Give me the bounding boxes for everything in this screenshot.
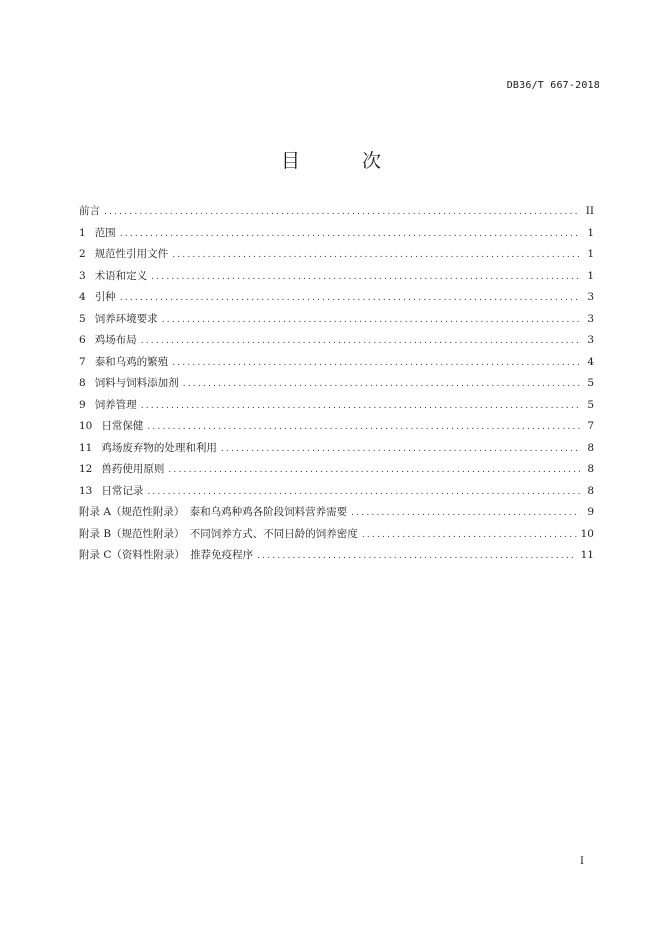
toc-entry-number: 6 [79, 334, 86, 346]
toc-entry-page: 5 [587, 398, 594, 411]
toc-entry[interactable] [79, 395, 594, 417]
toc-entry[interactable] [79, 309, 594, 331]
toc-entry[interactable] [79, 438, 594, 460]
toc-entry-label: 鸡场布局 [94, 334, 137, 346]
toc-leader-dots [162, 310, 580, 332]
toc-leader-dots [351, 503, 580, 525]
toc-entry-label: 饲养环境要求 [94, 312, 158, 325]
toc-list [79, 201, 594, 567]
toc-entry-page: II [585, 205, 594, 217]
toc-entry-page: 3 [587, 312, 594, 325]
toc-entry-label: 泰和乌鸡的繁殖 [94, 355, 169, 368]
toc-leader-dots [221, 439, 580, 461]
toc-entry-label: 术语和定义 [94, 269, 148, 282]
toc-entry-number: 10 [79, 420, 93, 432]
toc-entry-page: 4 [587, 355, 594, 368]
toc-entry-page: 3 [587, 334, 594, 346]
toc-entry-label: 引种 [94, 291, 116, 303]
toc-entry[interactable] [79, 416, 594, 438]
toc-entry[interactable] [79, 481, 594, 503]
toc-entry-number: 2 [79, 248, 86, 260]
toc-entry-page: 10 [580, 527, 594, 540]
page-number: I [580, 856, 584, 867]
toc-leader-dots [147, 417, 580, 439]
toc-leader-dots [104, 202, 580, 224]
toc-entry-page: 9 [587, 506, 594, 518]
toc-entry-number: 1 [79, 226, 86, 239]
document-code: DB36/T 667-2018 [506, 80, 600, 91]
toc-entry[interactable] [79, 352, 594, 374]
toc-entry-page: 3 [587, 291, 594, 303]
toc-entry-label: 饲料与饲料添加剂 [94, 377, 179, 389]
toc-entry-appendix-b[interactable] [79, 524, 594, 546]
toc-entry-appendix-a[interactable] [79, 502, 594, 524]
toc-entry-label: 鸡场废弃物的处理和利用 [101, 441, 217, 454]
toc-entry[interactable] [79, 201, 594, 223]
toc-entry-page: 7 [587, 420, 594, 432]
toc-entry-appendix-c[interactable] [79, 545, 594, 567]
toc-entry-page: 5 [587, 377, 594, 389]
toc-entry-page: 1 [587, 226, 594, 239]
toc-entry-label: 日常记录 [101, 484, 144, 497]
toc-leader-dots [362, 525, 577, 547]
toc-entry-page: 1 [587, 248, 594, 260]
toc-leader-dots [183, 374, 580, 396]
toc-entry-number: 4 [79, 291, 86, 303]
toc-leader-dots [120, 224, 580, 246]
toc-entry-number: 13 [79, 484, 93, 497]
toc-entry-label: 范围 [94, 226, 116, 239]
toc-entry[interactable] [79, 459, 594, 481]
toc-leader-dots [172, 245, 580, 267]
toc-entry-label: 日常保健 [101, 420, 144, 432]
toc-leader-dots [120, 288, 580, 310]
toc-entry-page: 11 [580, 549, 594, 561]
toc-entry-page: 1 [587, 269, 594, 282]
toc-entry-label: 规范性引用文件 [94, 248, 169, 260]
toc-leader-dots [141, 396, 580, 418]
toc-entry-number: 5 [79, 312, 86, 325]
toc-entry-label: 饲养管理 [94, 398, 137, 411]
toc-entry-number: 12 [79, 463, 93, 475]
toc-leader-dots [168, 460, 580, 482]
toc-leader-dots [141, 331, 580, 353]
toc-entry-label: 兽药使用原则 [101, 463, 165, 475]
toc-leader-dots [147, 482, 580, 504]
toc-entry-label: 附录 B（规范性附录） 不同饲养方式、不同日龄的饲养密度 [79, 527, 358, 540]
toc-entry-page: 8 [587, 441, 594, 454]
toc-entry[interactable] [79, 330, 594, 352]
toc-entry-page: 8 [587, 463, 594, 475]
toc-title: 目 次 [280, 150, 410, 172]
toc-entry-label: 前言 [79, 205, 100, 217]
toc-leader-dots [151, 267, 580, 289]
toc-entry[interactable] [79, 373, 594, 395]
toc-entry-label: 附录 C（资料性附录） 推荐免疫程序 [79, 549, 254, 561]
toc-entry-number: 7 [79, 355, 86, 368]
toc-entry[interactable] [79, 266, 594, 288]
toc-entry-number: 8 [79, 377, 86, 389]
toc-leader-dots [257, 546, 577, 568]
toc-entry-label: 附录 A（规范性附录） 泰和乌鸡种鸡各阶段饲料营养需要 [79, 506, 348, 518]
toc-leader-dots [172, 353, 580, 375]
toc-entry-number: 9 [79, 398, 86, 411]
toc-entry[interactable] [79, 244, 594, 266]
toc-entry[interactable] [79, 287, 594, 309]
toc-entry[interactable] [79, 223, 594, 245]
toc-entry-page: 8 [587, 484, 594, 497]
toc-entry-number: 3 [79, 269, 86, 282]
toc-entry-number: 11 [79, 441, 93, 454]
